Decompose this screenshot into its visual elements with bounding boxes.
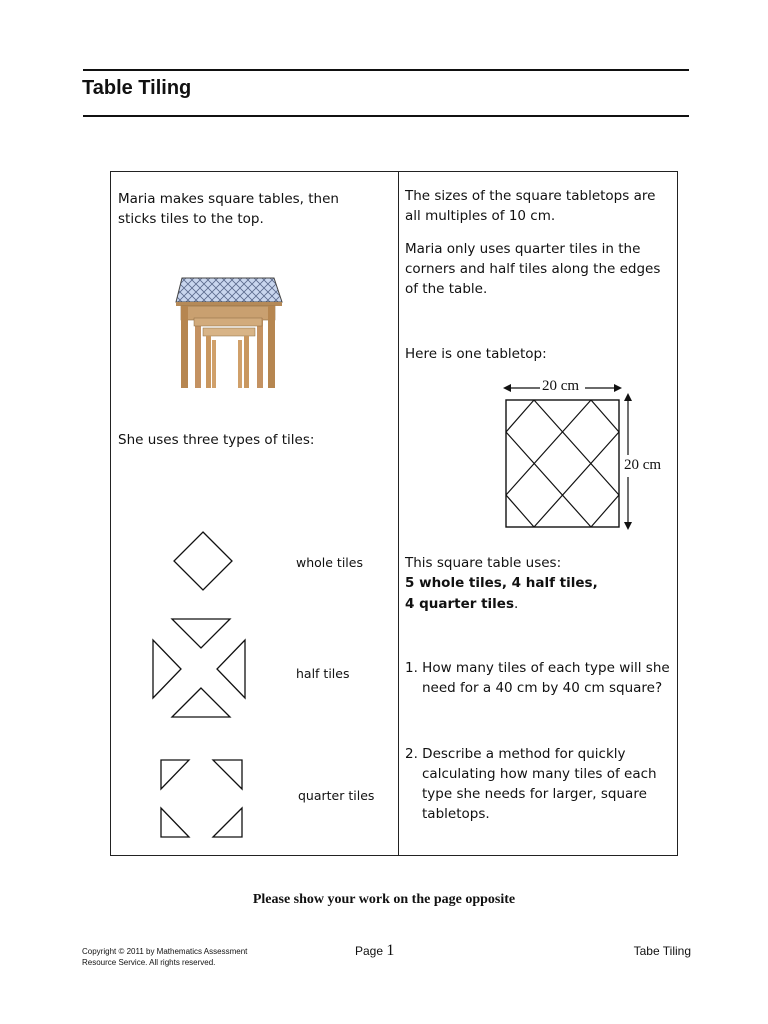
quarter-tiles-label: quarter tiles [298, 788, 375, 803]
column-divider [398, 171, 399, 856]
show-work-instruction: Please show your work on the page opposite [252, 892, 516, 907]
header-rule-top [83, 69, 689, 71]
whole-tiles-label: whole tiles [296, 555, 363, 570]
half-tiles-label: half tiles [296, 666, 350, 681]
uses-line-2 [405, 594, 518, 614]
uses-line-2-period: . [514, 596, 519, 612]
question-2: 2. Describe a method for quickly calculating how many tiles of each type she needs for larger, square tabletops. [405, 746, 657, 822]
page-title: Table Tiling [82, 77, 192, 99]
uses-line-1: 5 whole tiles, 4 half tiles, [405, 575, 598, 591]
uses-line-2-bold: 4 quarter tiles [405, 596, 515, 612]
paragraph-tile-rules: Maria only uses quarter tiles in the corners and half tiles along the edges of the table. [405, 241, 661, 297]
width-dimension-label: 20 cm [542, 378, 580, 394]
running-title: Tabe Tiling [633, 944, 691, 958]
page-word: Page [355, 944, 384, 958]
uses-intro: This square table uses: [405, 555, 562, 571]
page-number [355, 942, 394, 960]
copyright-notice: Copyright © 2011 by Mathematics Assessment Resource Service. All rights reserved. [82, 947, 248, 967]
header-rule-bottom [83, 115, 689, 117]
page-number-value: 1 [386, 942, 395, 959]
height-dimension-label: 20 cm [624, 457, 662, 473]
tile-types-intro: She uses three types of tiles: [118, 432, 315, 448]
paragraph-example-intro: Here is one tabletop: [405, 346, 547, 362]
paragraph-sizes: The sizes of the square tabletops are all multiples of 10 cm. [405, 188, 656, 224]
question-1: 1. How many tiles of each type will she need for a 40 cm by 40 cm square? [405, 660, 670, 696]
intro-text: Maria makes square tables, then sticks tiles to the top. [118, 191, 339, 227]
